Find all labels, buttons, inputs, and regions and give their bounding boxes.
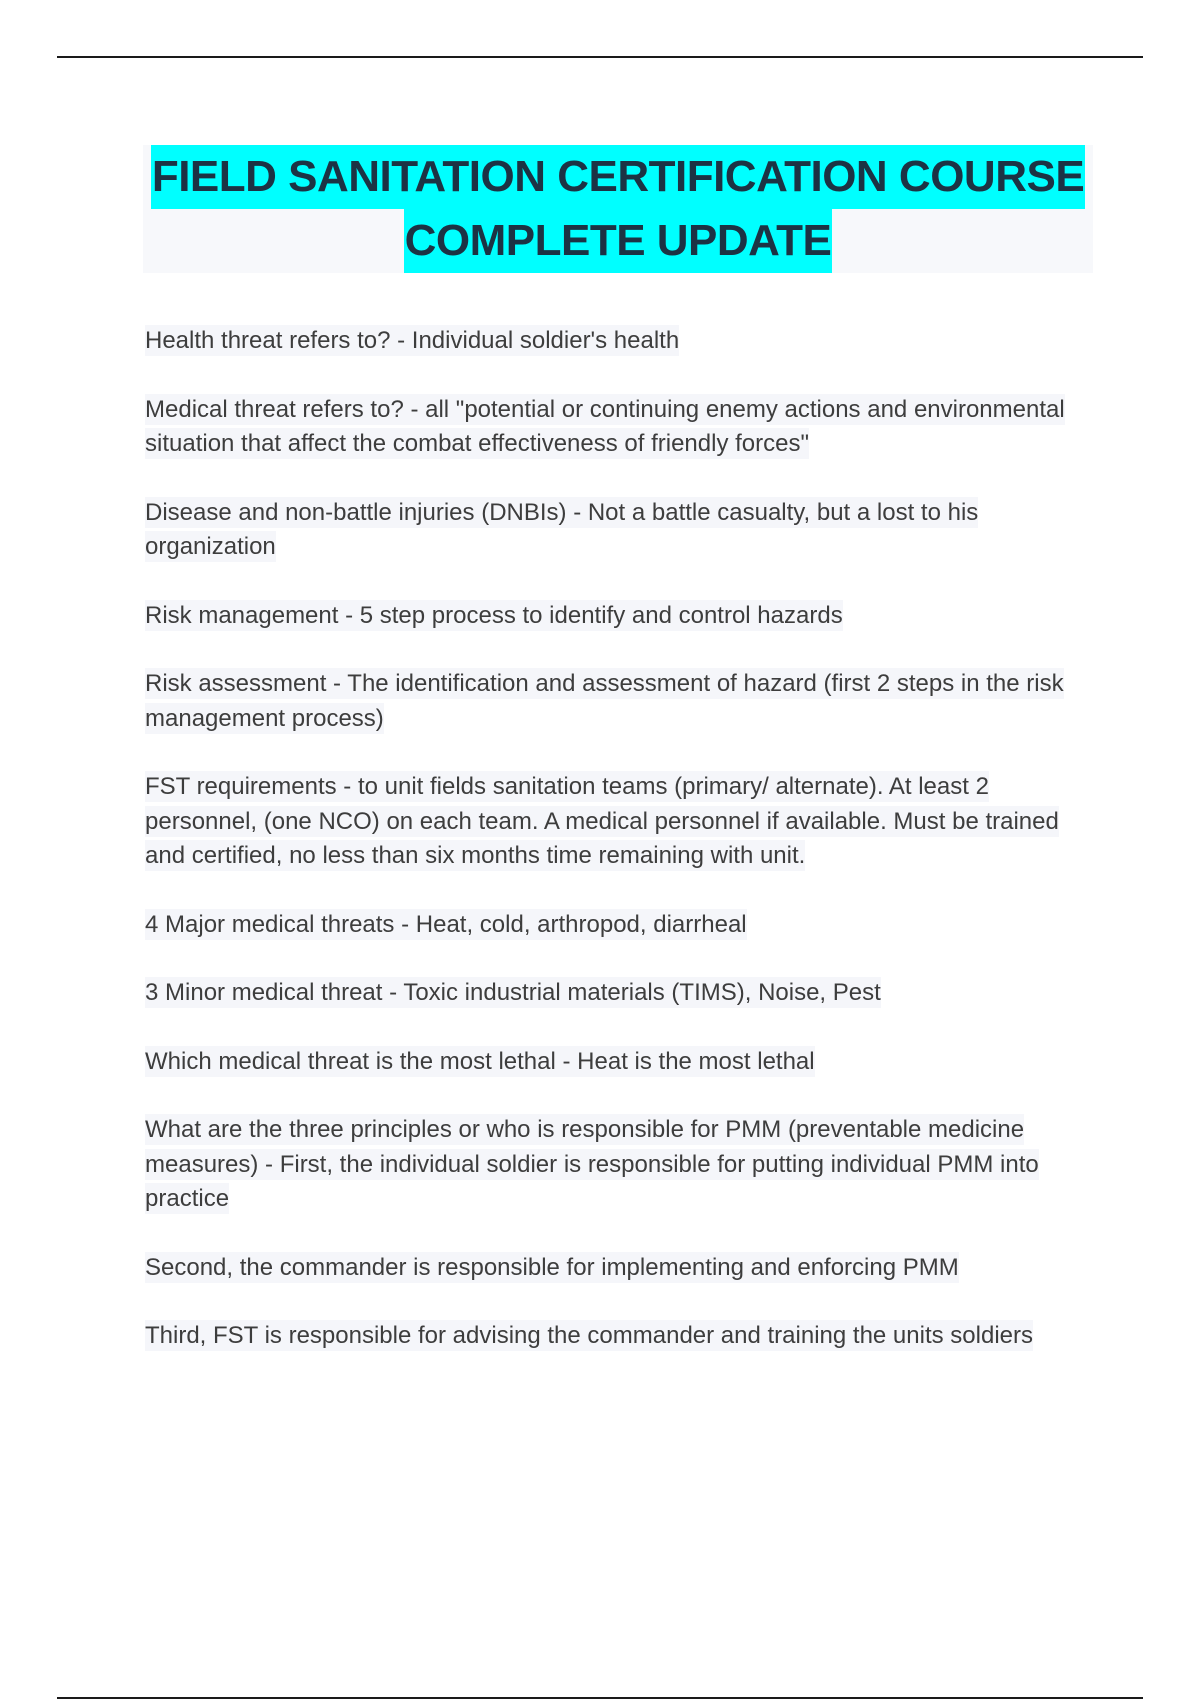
qa-item [145,324,1085,359]
qa-item [145,1319,1085,1354]
qa-text: Risk management - 5 step process to identify and control hazards [145,601,843,629]
qa-text: Which medical threat is the most lethal - Heat is the most lethal [145,1047,815,1075]
qa-item [145,1113,1085,1217]
qa-text: 4 Major medical threats - Heat, cold, arthropod, diarrheal [145,910,747,938]
title-line-1: FIELD SANITATION CERTIFICATION COURSE [151,145,1085,209]
qa-item [145,1045,1085,1080]
qa-item [145,908,1085,943]
qa-text: Risk assessment - The identification and assessment of hazard (first 2 steps in the risk management process) [145,670,1064,732]
title-line-2: COMPLETE UPDATE [404,209,833,273]
bottom-rule [57,1697,1143,1699]
document-body [145,324,1085,1388]
qa-text: Third, FST is responsible for advising the commander and training the units soldiers [145,1322,1033,1349]
qa-item [145,667,1085,736]
qa-text: FST requirements - to unit fields sanitation teams (primary/ alternate). At least 2 personnel, (one NCO) on each team. A medical personnel if available. Must be trained and certified, no less than six months time remaining with unit. [145,773,1059,869]
qa-text: 3 Minor medical threat - Toxic industrial materials (TIMS), Noise, Pest [145,979,881,1006]
document-title [143,145,1093,273]
qa-item [145,770,1085,874]
qa-item [145,496,1085,565]
qa-text: Health threat refers to? - Individual soldier's health [145,327,680,354]
qa-text: Disease and non-battle injuries (DNBIs) - Not a battle casualty, but a lost to his organization [145,498,979,560]
qa-text: Medical threat refers to? - all "potential or continuing enemy actions and environmental situation that affect the combat effectiveness of friendly forces" [145,395,1065,457]
qa-item [145,1251,1085,1286]
qa-item [145,393,1085,462]
qa-text: Second, the commander is responsible for implementing and enforcing PMM [145,1253,959,1281]
top-rule [57,56,1143,58]
qa-item [145,976,1085,1011]
qa-item [145,599,1085,634]
qa-text: What are the three principles or who is responsible for PMM (preventable medicine measures) - First, the individual soldier is responsible for putting individual PMM into practice [145,1116,1039,1212]
